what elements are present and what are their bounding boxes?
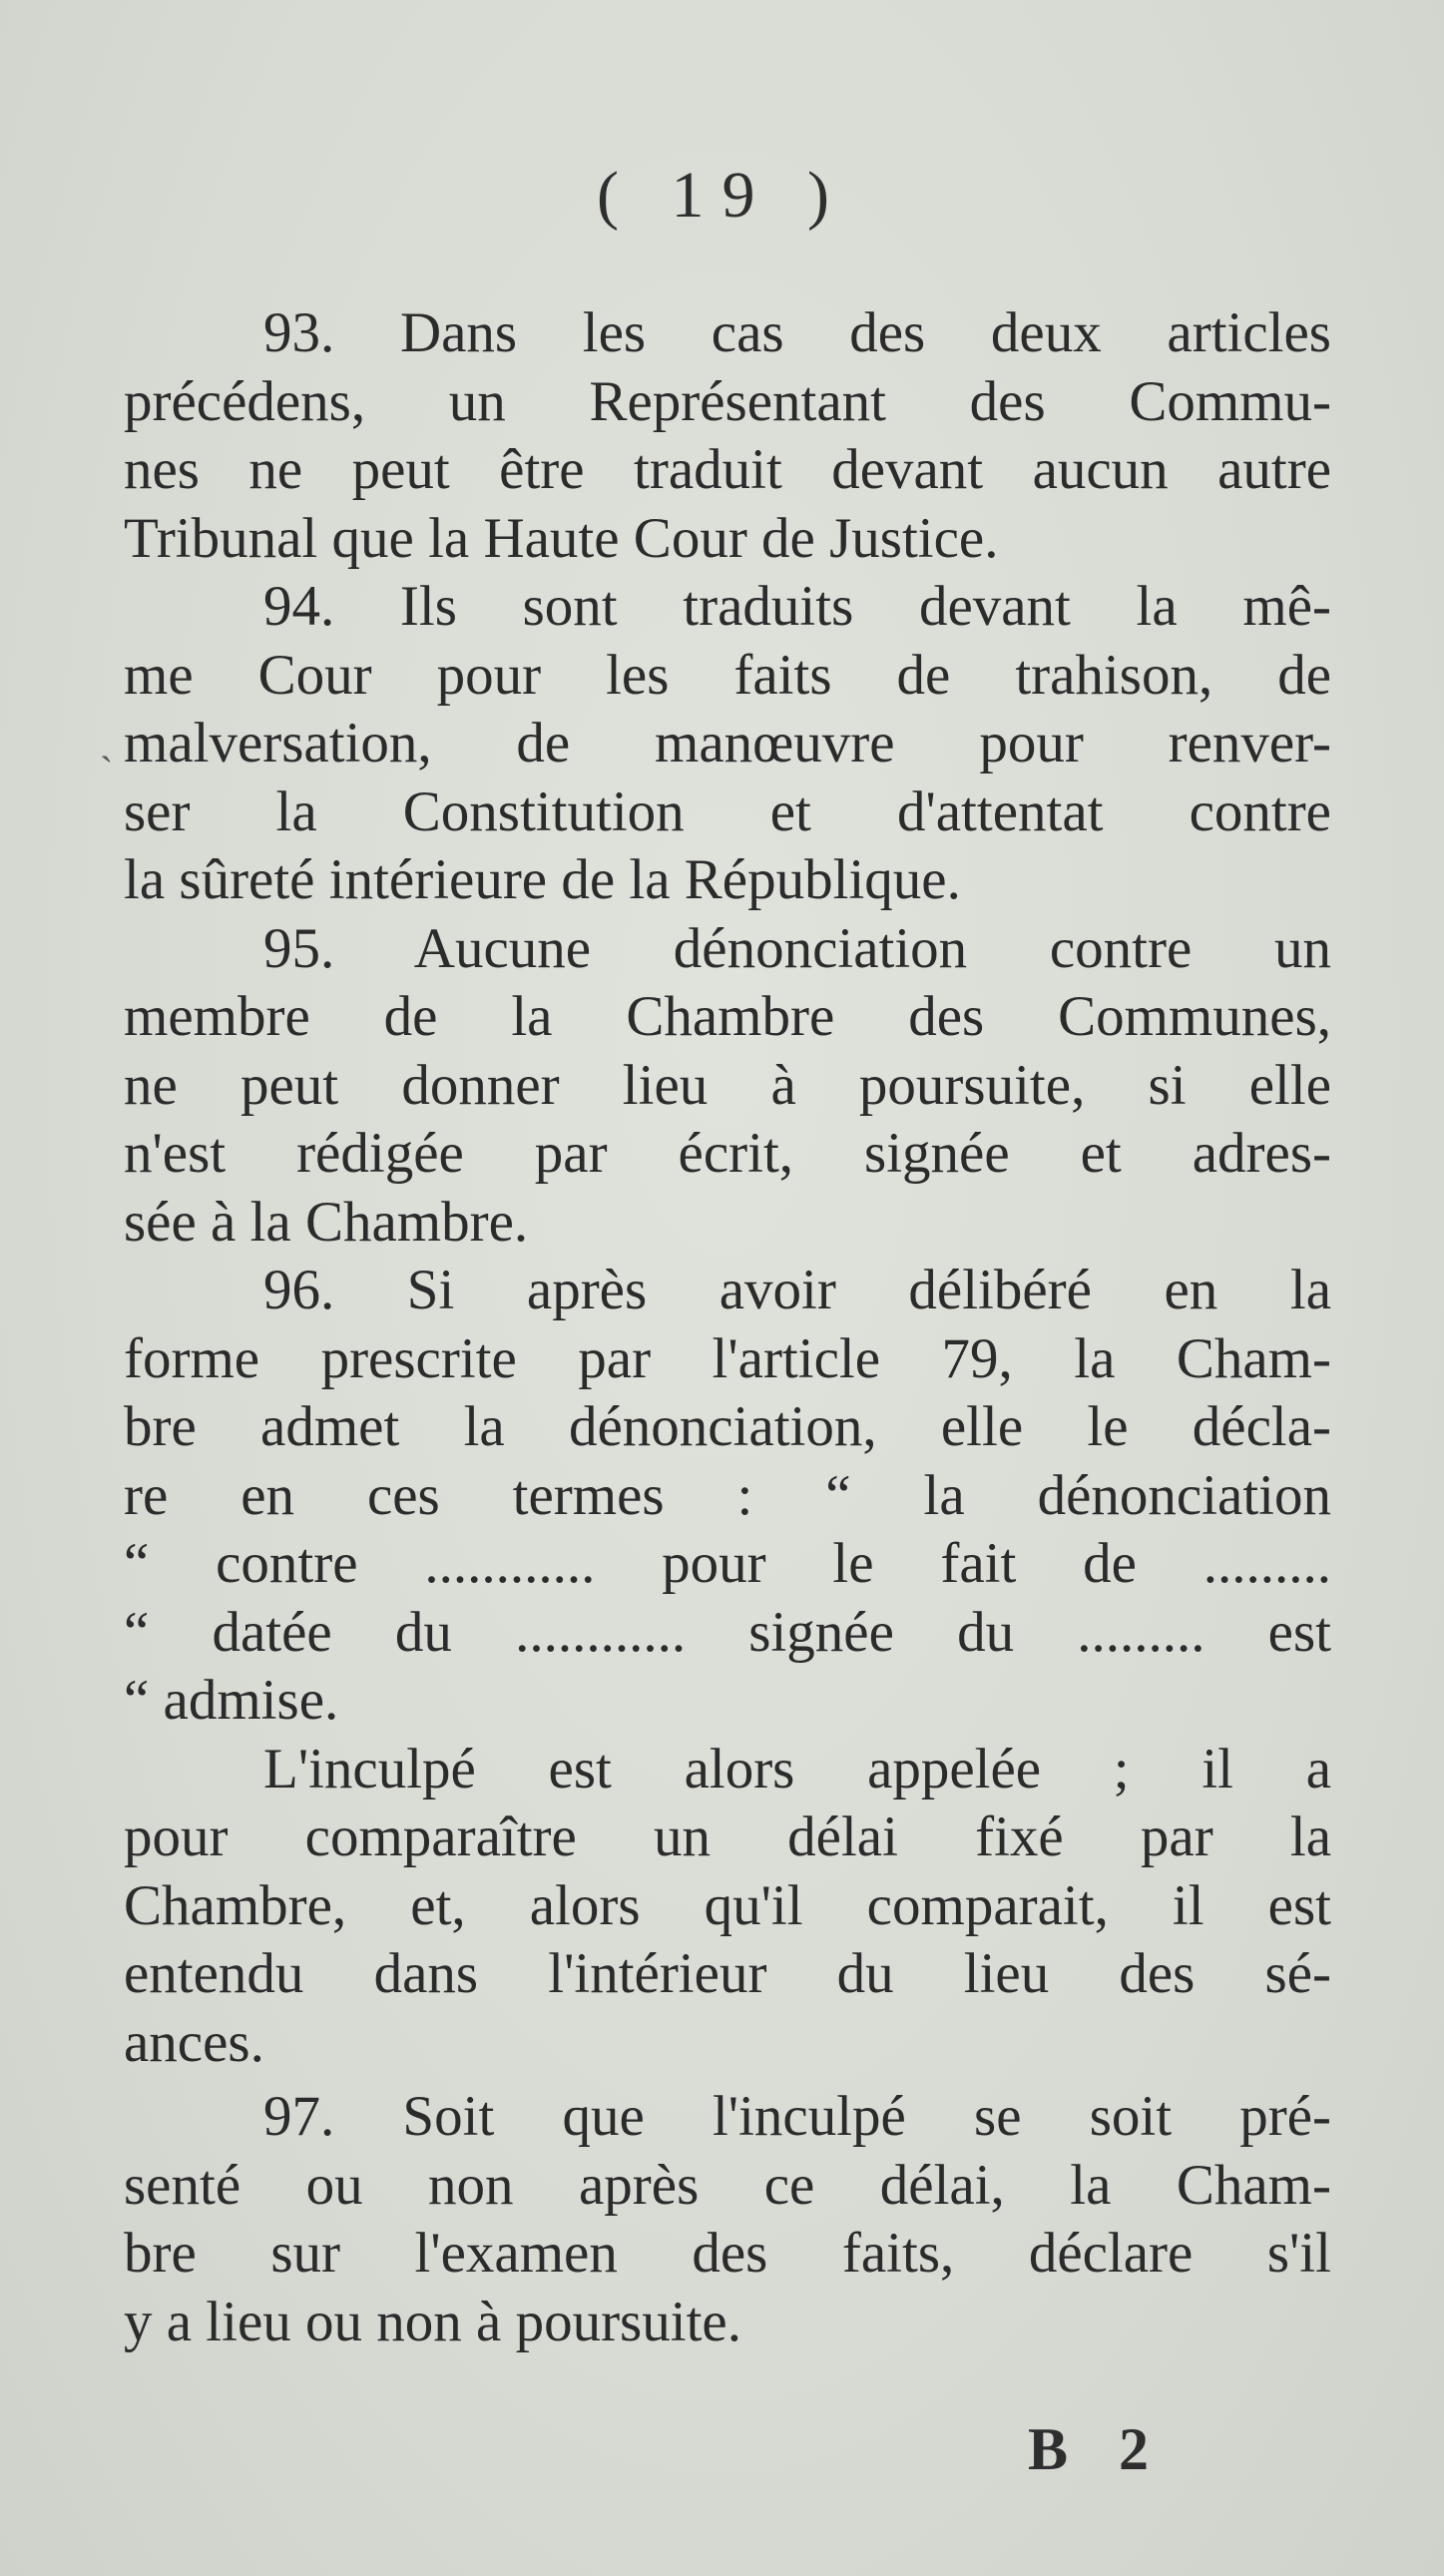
article-94-line-1: 94. Ils sont traduits devant la mê-: [263, 575, 1331, 638]
article-95-line-5: sée à la Chambre.: [124, 1190, 529, 1254]
body-text: [124, 299, 1331, 2356]
article-97-line-3: bre sur l'examen des faits, déclare s'il: [124, 2222, 1331, 2285]
article-96-line-7: “ admise.: [124, 1669, 339, 1732]
article-95-line-2: membre de la Chambre des Communes,: [124, 985, 1331, 1048]
article-96-line-6: “ datée du ............ signée du ......... est: [124, 1600, 1331, 1664]
article-95-line-3: ne peut donner lieu à poursuite, si elle: [124, 1053, 1331, 1117]
article-96-line-5: “ contre ............ pour le fait de .........: [124, 1532, 1331, 1595]
article-94-line-5: la sûreté intérieure de la République.: [124, 848, 961, 911]
article-97-line-1: 97. Soit que l'inculpé se soit pré-: [263, 2085, 1331, 2148]
signature-mark: B 2: [1028, 2416, 1168, 2482]
article-94-line-3: malversation, de manœuvre pour renver-: [124, 712, 1331, 774]
article-96-line-4: re en ces termes : “ la dénonciation: [124, 1463, 1331, 1527]
article-93-line-3: nes ne peut être traduit devant aucun autre: [124, 438, 1331, 501]
paragraph-inculpe-line-1: L'inculpé est alors appelée ; il a: [263, 1737, 1331, 1801]
article-95-line-4: n'est rédigée par écrit, signée et adres-: [124, 1122, 1331, 1185]
paragraph-inculpe-line-4: entendu dans l'intérieur du lieu des sé-: [124, 1942, 1331, 2005]
article-97-line-2: senté ou non après ce délai, la Cham-: [124, 2153, 1331, 2217]
article-94-line-2: me Cour pour les faits de trahison, de: [124, 643, 1331, 707]
article-97-line-4: y a lieu ou non à poursuite.: [124, 2290, 741, 2353]
paragraph-inculpe-line-2: pour comparaître un délai fixé par la: [124, 1805, 1331, 1868]
article-94-line-4: ser la Constitution et d'attentat contre: [124, 779, 1331, 843]
page-number: ( 19 ): [597, 159, 847, 232]
paragraph-inculpe-line-5: ances.: [124, 2010, 264, 2074]
article-96-line-3: bre admet la dénonciation, elle le décla-: [124, 1395, 1331, 1458]
article-96-line-1: 96. Si après avoir délibéré en la: [263, 1259, 1331, 1321]
article-93-line-2: précédens, un Représentant des Commu-: [124, 369, 1331, 433]
article-93-line-1: 93. Dans les cas des deux articles: [263, 301, 1331, 364]
paragraph-inculpe-line-3: Chambre, et, alors qu'il comparait, il est: [124, 1873, 1331, 1937]
article-96-line-2: forme prescrite par l'article 79, la Cham-: [124, 1326, 1331, 1390]
article-93-line-4: Tribunal que la Haute Cour de Justice.: [124, 506, 999, 570]
article-95-line-1: 95. Aucune dénonciation contre un: [263, 916, 1331, 980]
margin-mark: ˎ: [100, 718, 114, 763]
